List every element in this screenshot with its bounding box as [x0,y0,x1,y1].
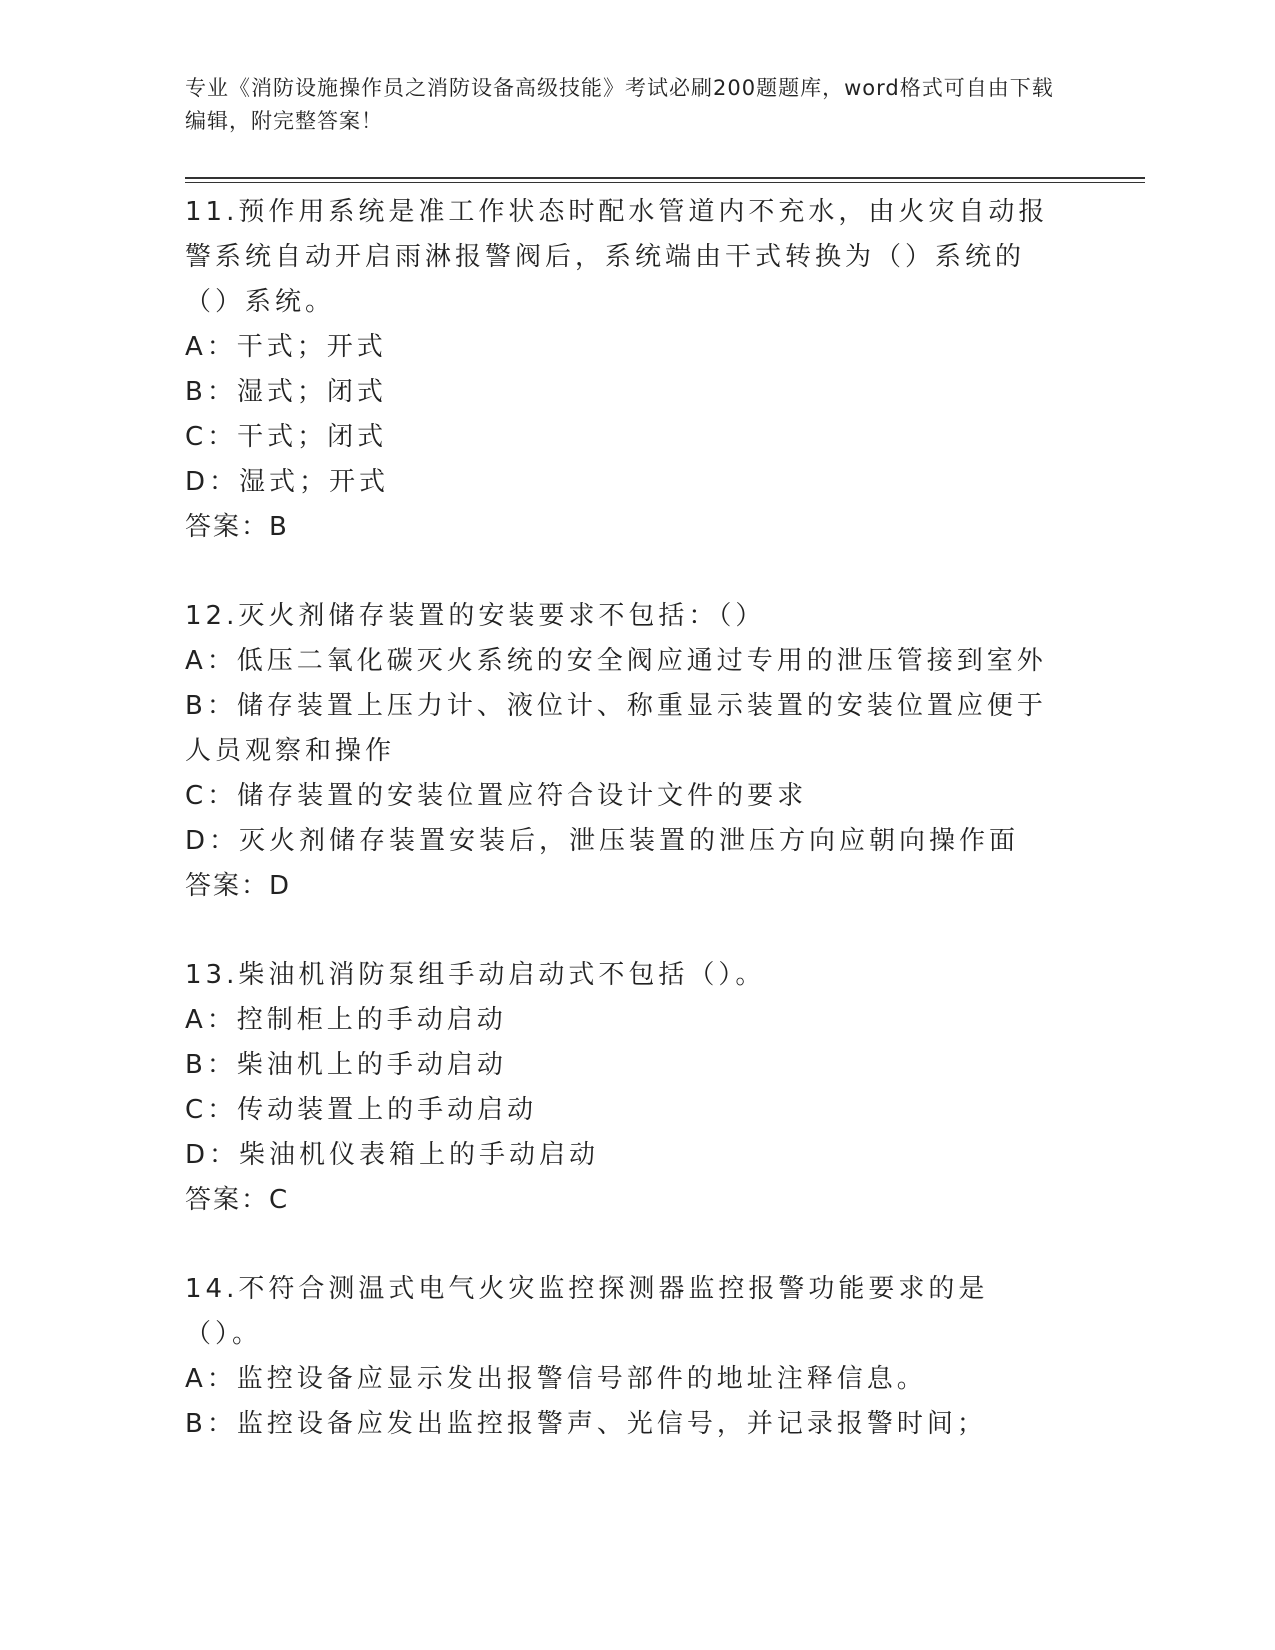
option-b: B：储存装置上压力计、液位计、称重显示装置的安装位置应便于人员观察和操作 [185,691,1047,766]
option-d: D：湿式；开式 [185,467,390,497]
option-a: A：低压二氧化碳灭火系统的安全阀应通过专用的泄压管接到室外 [185,646,1047,676]
header-divider-thin [185,182,1145,183]
answer: 答案：D [185,871,292,901]
option-c: C：传动装置上的手动启动 [185,1095,538,1125]
question-list [185,190,1065,1491]
option-b: B：柴油机上的手动启动 [185,1050,507,1080]
question-stem: 14.不符合测温式电气火灾监控探测器监控报警功能要求的是（）。 [185,1274,989,1349]
question-stem: 11.预作用系统是准工作状态时配水管道内不充水，由火灾自动报警系统自动开启雨淋报警阀后，系统端由干式转换为（）系统的（）系统。 [185,197,1049,317]
question-12 [185,594,1065,909]
option-a: A：监控设备应显示发出报警信号部件的地址注释信息。 [185,1364,927,1394]
answer: 答案：B [185,512,289,542]
option-c: C：储存装置的安装位置应符合设计文件的要求 [185,781,808,811]
question-14 [185,1267,1065,1447]
header-divider-thick [185,177,1145,179]
question-stem: 12.灭火剂储存装置的安装要求不包括：（） [185,601,766,631]
option-a: A：控制柜上的手动启动 [185,1005,507,1035]
option-d: D：灭火剂储存装置安装后，泄压装置的泄压方向应朝向操作面 [185,826,1020,856]
option-b: B：湿式；闭式 [185,377,387,407]
question-13 [185,953,1065,1223]
document-header: 专业《消防设施操作员之消防设备高级技能》考试必刷200题题库，word格式可自由下载编辑，附完整答案！ [185,76,1054,133]
option-c: C：干式；闭式 [185,422,388,452]
question-11 [185,190,1065,550]
question-stem: 13.柴油机消防泵组手动启动式不包括（）。 [185,960,766,990]
option-a: A：干式；开式 [185,332,387,362]
option-d: D：柴油机仪表箱上的手动启动 [185,1140,600,1170]
option-b: B：监控设备应发出监控报警声、光信号，并记录报警时间； [185,1409,987,1439]
answer: 答案：C [185,1185,290,1215]
